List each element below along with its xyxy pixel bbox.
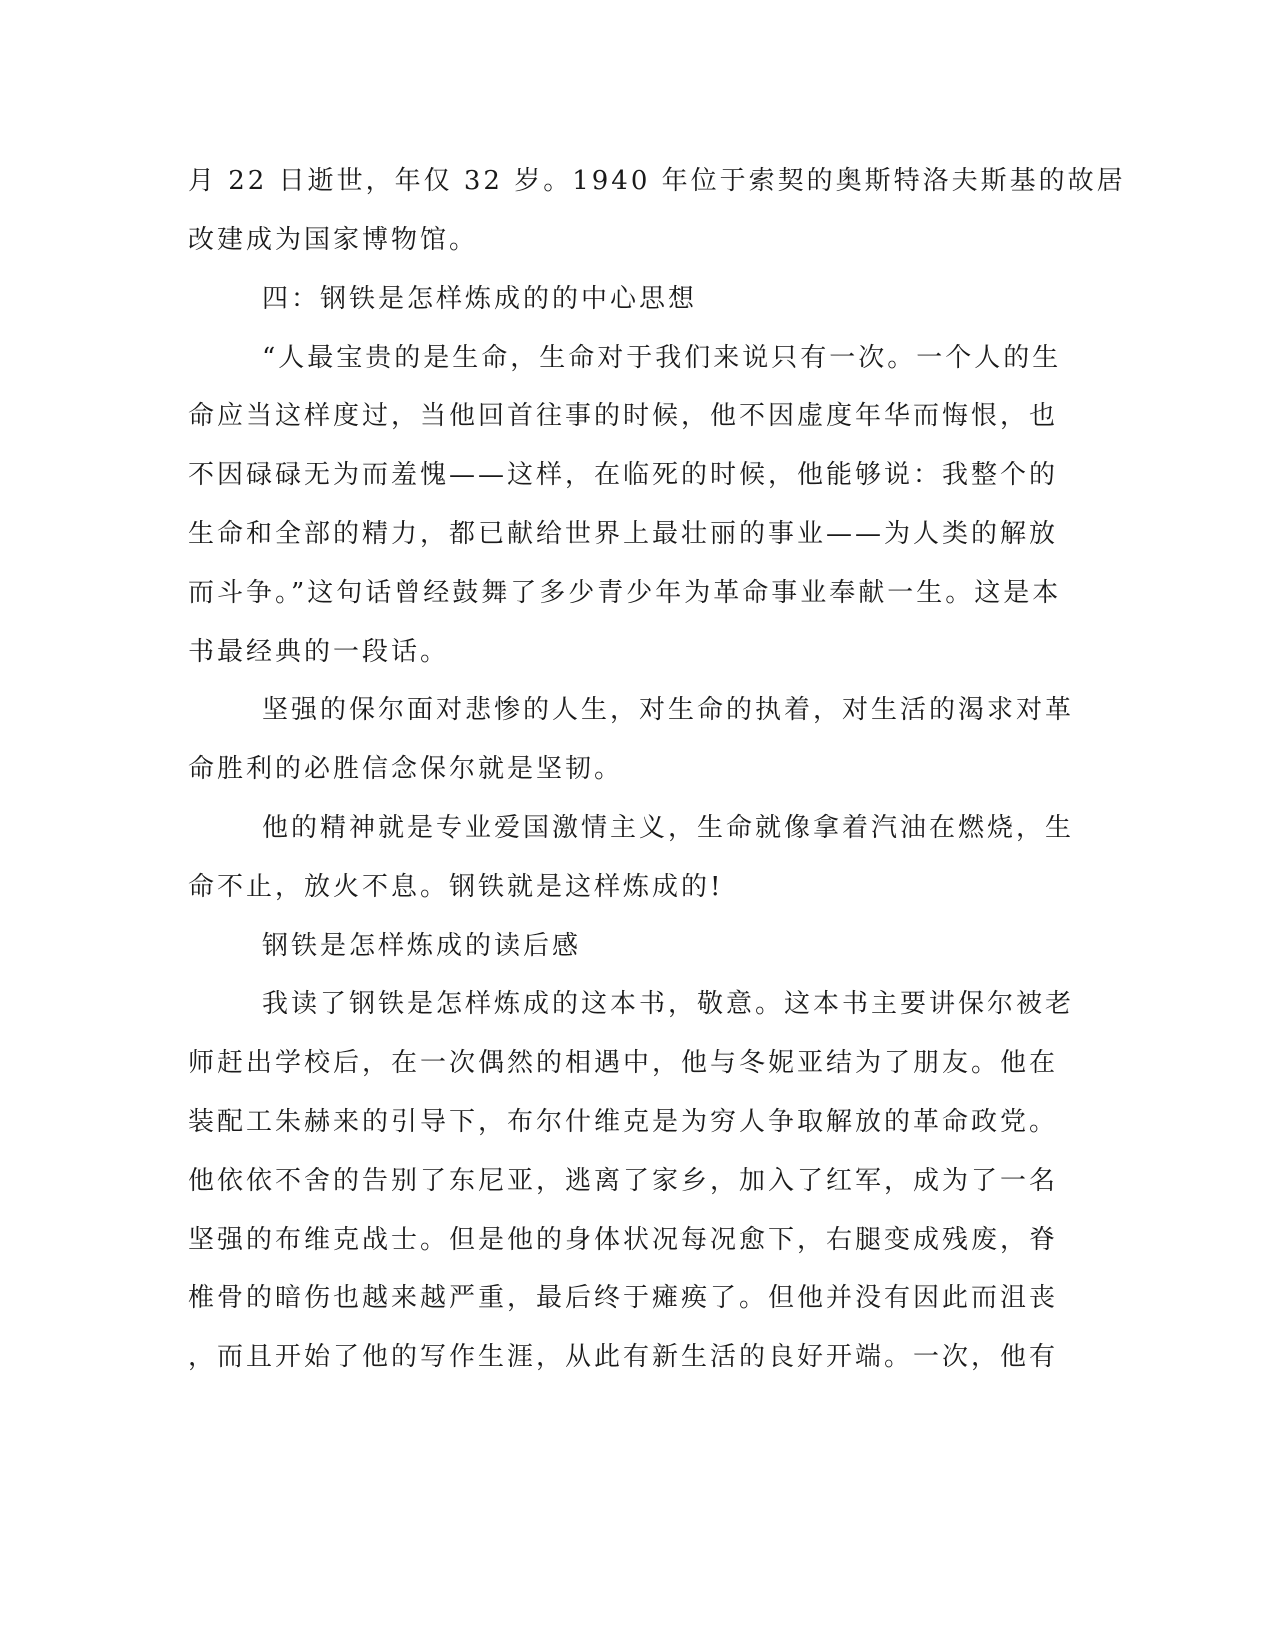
text-line: 我读了钢铁是怎样炼成的这本书，敬意。这本书主要讲保尔被老: [262, 989, 1075, 1019]
text-line: 生命和全部的精力，都已献给世界上最壮丽的事业——为人类的解放: [188, 519, 1059, 549]
text-line: 坚强的保尔面对悲惨的人生，对生命的执着，对生活的渴求对革: [262, 695, 1075, 725]
text-line: “人最宝贵的是生命，生命对于我们来说只有一次。一个人的生: [262, 343, 1062, 373]
text-line: 命胜利的必胜信念保尔就是坚韧。: [188, 754, 624, 784]
text-line: 不因碌碌无为而羞愧——这样，在临死的时候，他能够说：我整个的: [188, 460, 1059, 490]
text-line: 他的精神就是专业爱国激情主义，生命就像拿着汽油在燃烧，生: [262, 813, 1075, 843]
text-line: 师赶出学校后，在一次偶然的相遇中，他与冬妮亚结为了朋友。他在: [188, 1048, 1059, 1078]
section-heading: 钢铁是怎样炼成的读后感: [262, 931, 582, 961]
text-line: 书最经典的一段话。: [188, 637, 450, 667]
text-line: 月 22 日逝世，年仅 32 岁。1940 年位于索契的奥斯特洛夫斯基的故居: [188, 166, 1126, 196]
text-line: 装配工朱赫来的引导下，布尔什维克是为穷人争取解放的革命政党。: [188, 1107, 1059, 1137]
section-heading: 四：钢铁是怎样炼成的的中心思想: [262, 284, 698, 314]
text-line: 而斗争。”这句话曾经鼓舞了多少青少年为革命事业奉献一生。这是本: [188, 578, 1062, 608]
text-line: 命不止，放火不息。钢铁就是这样炼成的!: [188, 872, 724, 902]
text-line: 改建成为国家博物馆。: [188, 225, 479, 255]
text-line: 椎骨的暗伤也越来越严重，最后终于瘫痪了。但他并没有因此而沮丧: [188, 1283, 1059, 1313]
text-line: 命应当这样度过，当他回首往事的时候，他不因虚度年华而悔恨，也: [188, 401, 1059, 431]
text-line: ，而且开始了他的写作生涯，从此有新生活的良好开端。一次，他有: [188, 1342, 1059, 1372]
text-line: 坚强的布维克战士。但是他的身体状况每况愈下，右腿变成残废，脊: [188, 1225, 1059, 1255]
text-line: 他依依不舍的告别了东尼亚，逃离了家乡，加入了红军，成为了一名: [188, 1166, 1059, 1196]
